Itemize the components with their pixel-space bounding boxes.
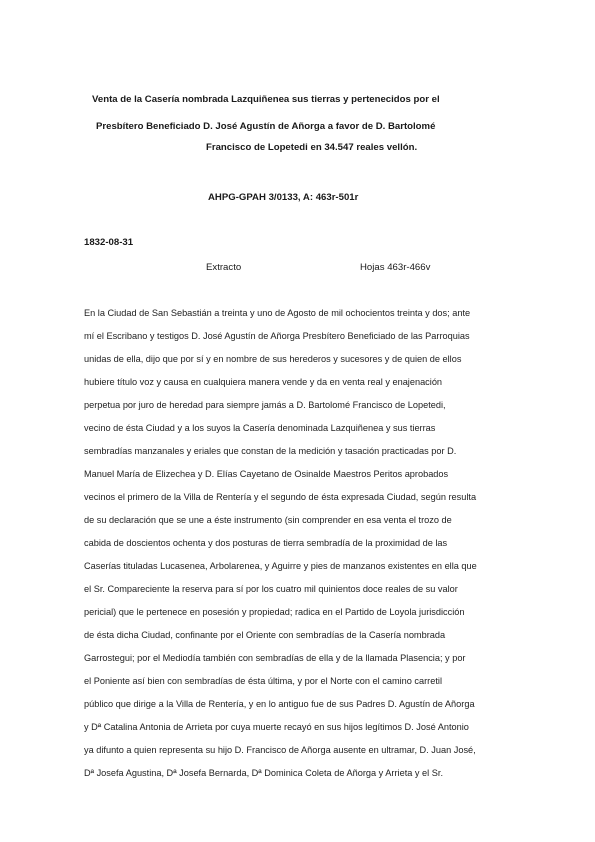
- body-line: vecinos el primero de la Villa de Rentería y el segundo de ésta expresada Ciudad, según resulta: [84, 492, 477, 502]
- body-line: público que dirige a la Villa de Rentería, y en lo antiguo fue de sus Padres D. Agustín de Añorga: [84, 699, 475, 709]
- body-line: pericial) que le pertenece en posesión y propiedad; radica en el Partido de Loyola jurisdicción: [84, 607, 465, 617]
- body-line: ya difunto a quien representa su hijo D. Francisco de Añorga ausente en ultramar, D. Juan José,: [84, 745, 476, 755]
- body-line: de ésta dicha Ciudad, confinante por el Oriente con sembradías de la Casería nombrada: [84, 630, 446, 640]
- document-date: 1832-08-31: [84, 237, 134, 248]
- body-line: perpetua por juro de heredad para siempre jamás a D. Bartolomé Francisco de Lopetedi,: [84, 400, 446, 410]
- title-line-2: Presbítero Beneficiado D. José Agustín de Añorga a favor de D. Bartolomé: [96, 121, 436, 132]
- body-line: y Dª Catalina Antonia de Arrieta por cuya muerte recayó en sus hijos legítimos D. José Antonio: [84, 722, 469, 732]
- body-line: mí el Escribano y testigos D. José Agustín de Añorga Presbítero Beneficiado de las Parroquias: [84, 331, 470, 341]
- folio-range: Hojas 463r-466v: [360, 262, 431, 273]
- body-line: Garrostegui; por el Mediodía también con sembradías de ella y de la llamada Plasencia; y por: [84, 653, 466, 663]
- body-line: unidas de ella, dijo que por sí y en nombre de sus herederos y sucesores y de quien de ellos: [84, 354, 462, 364]
- body-line: En la Ciudad de San Sebastián a treinta y uno de Agosto de mil ochocientos treinta y dos; ante: [84, 308, 471, 318]
- body-line: de su declaración que se une a éste instrumento (sin comprender en esa venta el trozo de: [84, 515, 452, 525]
- body-line: el Sr. Compareciente la reserva para sí por los cuatro mil quinientos doce reales de su valor: [84, 584, 458, 594]
- body-line: vecino de ésta Ciudad y a los suyos la Casería denominada Lazquiñenea y sus tierras: [84, 423, 436, 433]
- title-line-3: Francisco de Lopetedi en 34.547 reales vellón.: [206, 142, 418, 153]
- body-line: Dª Josefa Agustina, Dª Josefa Bernarda, Dª Dominica Coleta de Añorga y Arrieta y el Sr.: [84, 768, 443, 778]
- body-line: el Poniente así bien con sembradías de ésta última, y por el Norte con el camino carretil: [84, 676, 442, 686]
- body-line: sembradías manzanales y eriales que constan de la medición y tasación practicadas por D.: [84, 446, 457, 456]
- title-line-1: Venta de la Casería nombrada Lazquiñenea sus tierras y pertenecidos por el: [92, 94, 440, 105]
- extract-label: Extracto: [206, 262, 242, 273]
- body-line: cabida de doscientos ochenta y dos posturas de tierra sembradía de la proximidad de las: [84, 538, 448, 548]
- body-line: Manuel María de Elizechea y D. Elías Cayetano de Osinalde Maestros Peritos aprobados: [84, 469, 449, 479]
- body-line: Caserías tituladas Lucasenea, Arbolarenea, y Aguirre y pies de manzanos existentes en ella que: [84, 561, 477, 571]
- archive-reference: AHPG-GPAH 3/0133, A: 463r-501r: [208, 192, 359, 203]
- body-line: hubiere título voz y causa en cualquiera manera vende y da en venta real y enajenación: [84, 377, 443, 387]
